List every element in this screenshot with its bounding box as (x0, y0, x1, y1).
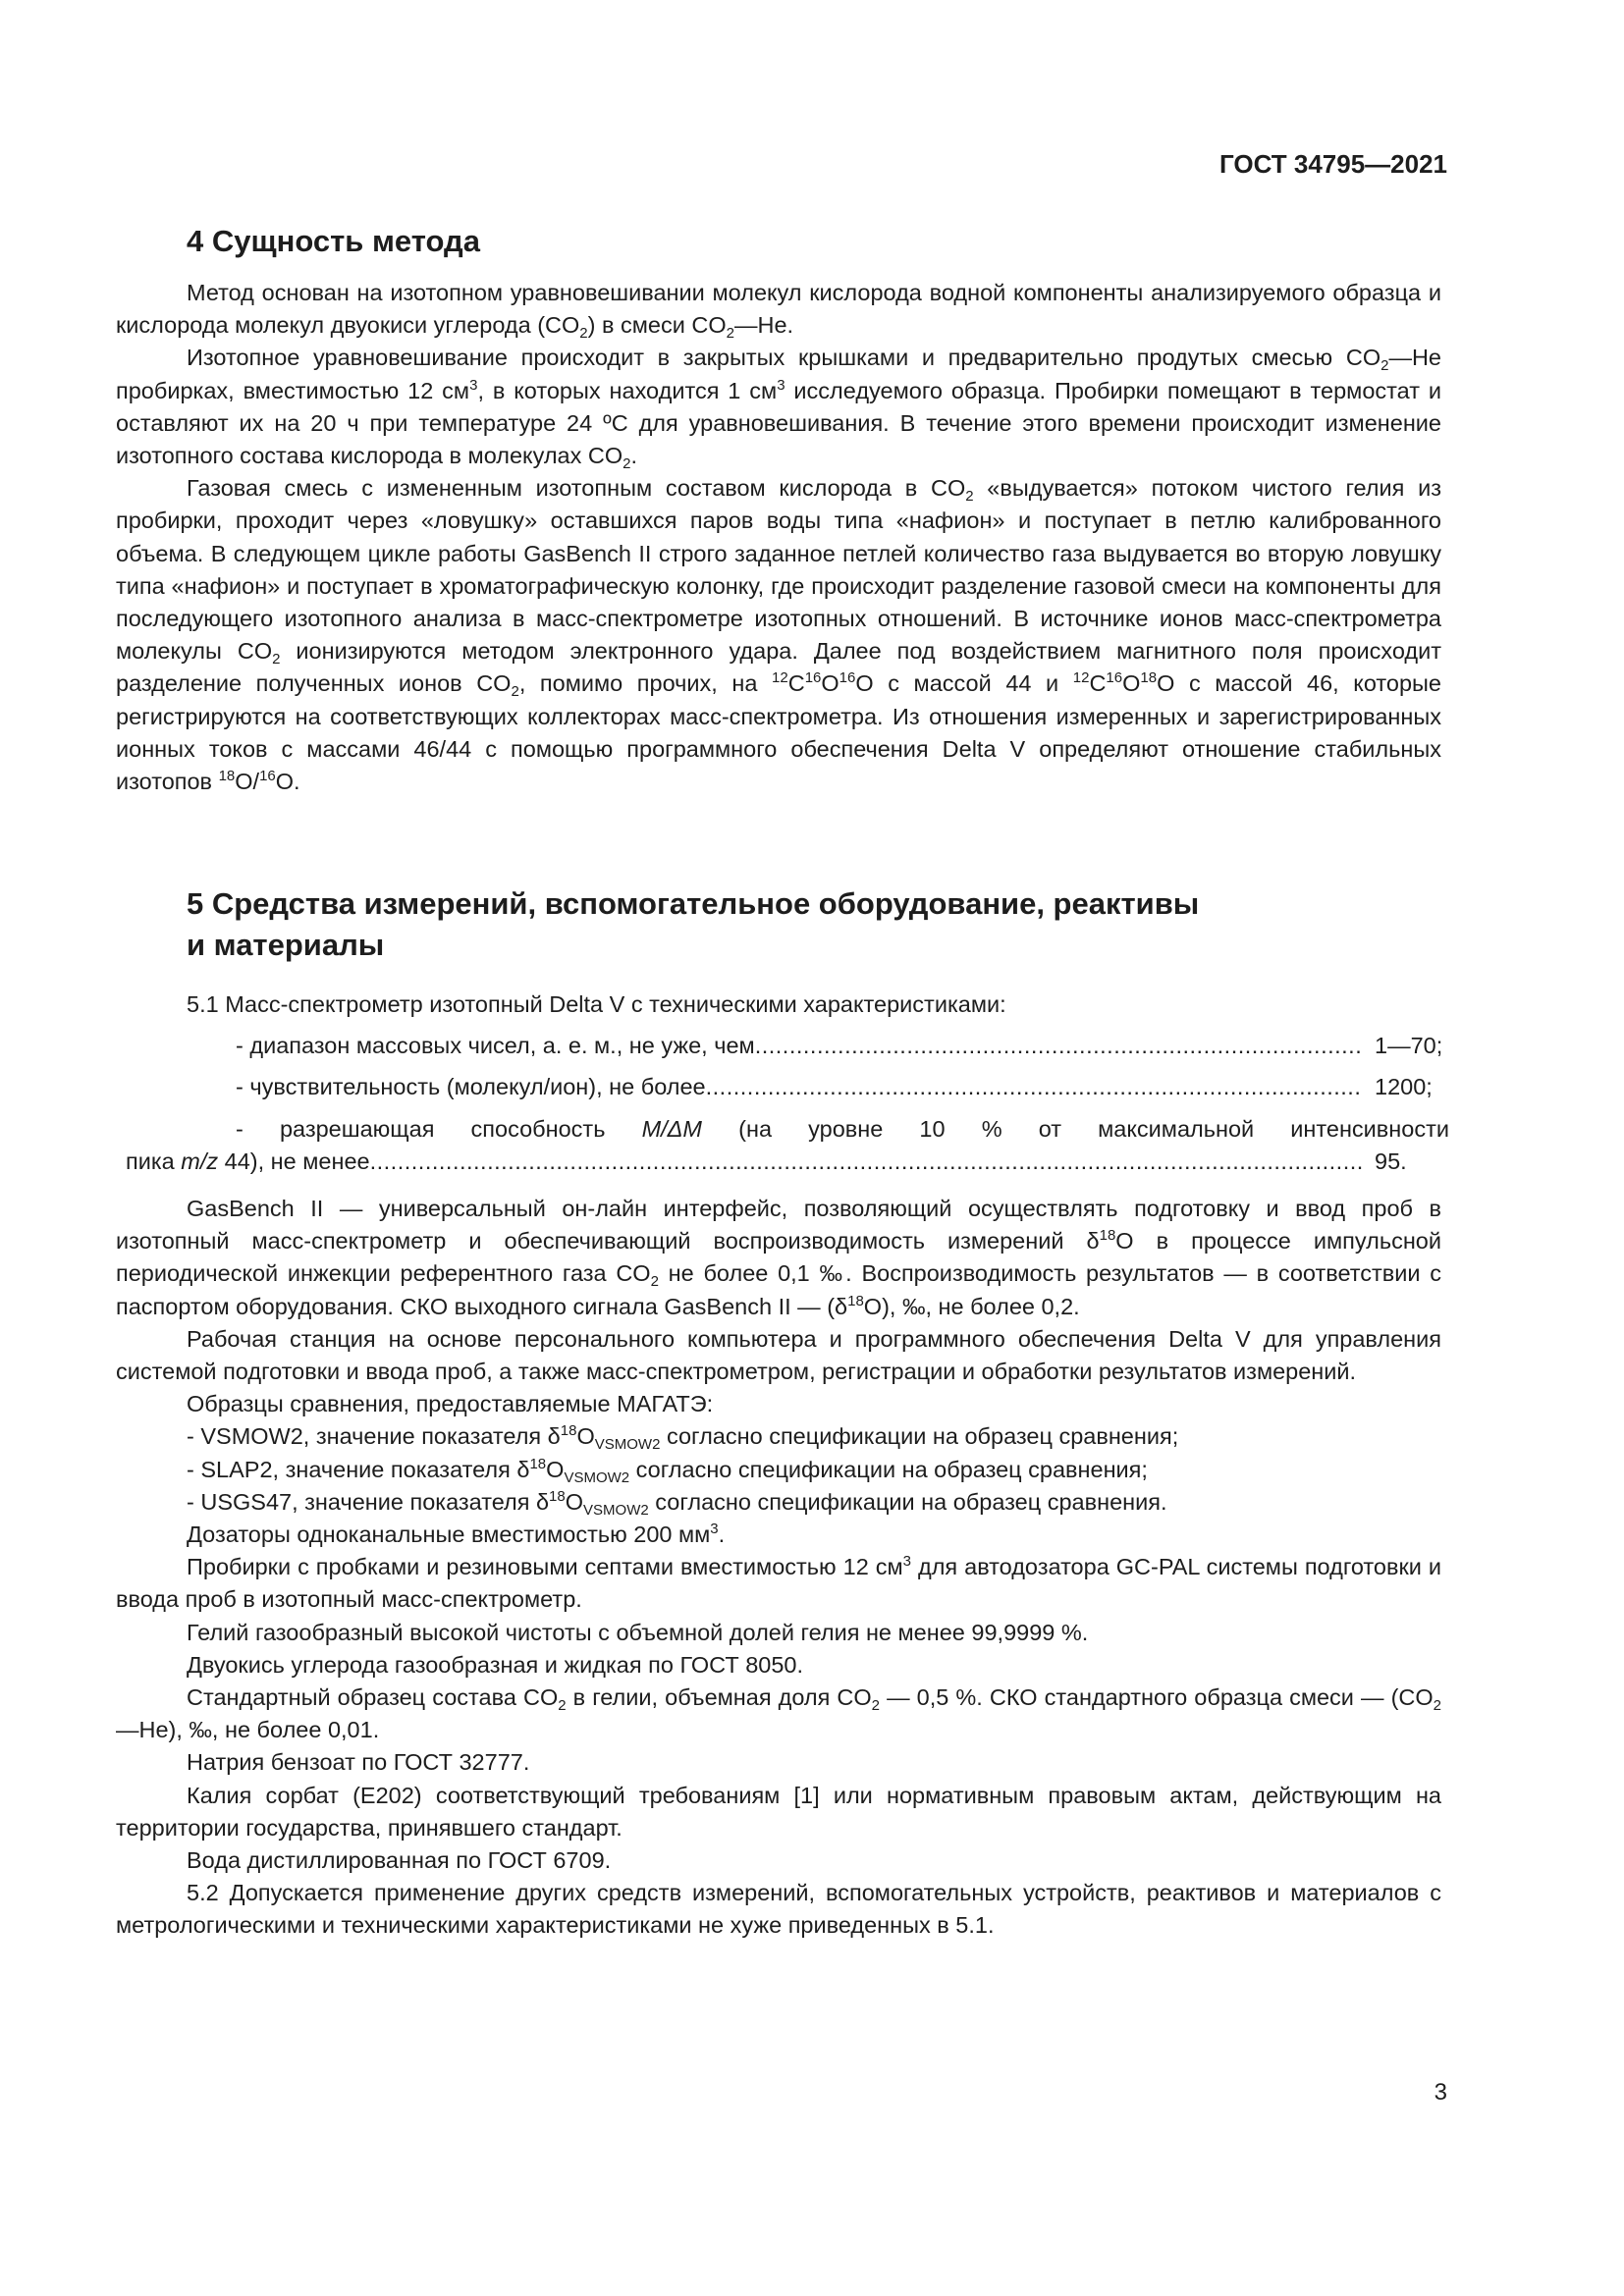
paragraph-method-basis: Метод основан на изотопном уравновешивании молекул кислорода водной компоненты анализируемого образца и кислорода молекул двуокиси углерода $(CO_2)$ в смеси $CO_2—He$. (116, 280, 1441, 343)
reference-slap2: - SLAP2, значение показателя $\delta^{18}O_{VSMOW2}$ согласно спецификации на образец сравнения; (187, 1455, 1148, 1486)
page-number: 3 (1434, 2079, 1447, 2106)
section-5-body (116, 1193, 1441, 1943)
paragraph-benzoate: Натрия бензоат по ГОСТ 32777. (187, 1749, 530, 1776)
item-5-1: 5.1 Масс-спектрометр изотопный Delta V с техническими характеристиками: (187, 991, 1006, 1017)
paragraph-water: Вода дистиллированная по ГОСТ 6709. (187, 1847, 612, 1874)
spec-mass-range: - диапазон массовых чисел, а. е. м., не уже, чем ..... 1—70; (236, 1030, 1461, 1062)
section-5-title-line2: и материалы (187, 928, 385, 962)
section-4-title: 4 Сущность метода (187, 224, 480, 258)
item-5-2: 5.2 Допускается применение других средств измерений, вспомогательных устройств, реактивов и материалов с метрологическими и техническими характеристиками не хуже приведенных в 5.1. (116, 1880, 1441, 1939)
paragraph-standard-sample: Стандартный образец состава $CO_2$ в гелии, объемная доля $CO_2$ — 0,5 %. СКО стандартного образца смеси — $(CO_2—He)$, ‰, не более 0,01. (116, 1684, 1442, 1743)
paragraph-workstation: Рабочая станция на основе персонального компьютера и программного обеспечения Delta V для управления системой подготовки и ввода проб, а также масс-спектрометром, регистрации и обработки результатов измерений. (116, 1325, 1441, 1385)
paragraph-helium: Гелий газообразный высокой чистоты с объемной долей гелия не менее 99,9999 %. (187, 1619, 1089, 1645)
paragraph-sorbate: Калия сорбат (Е202) соответствующий требованиям [1] или нормативным правовым актам, действующим на территории государства, принявшего стандарт. (116, 1782, 1441, 1841)
spec-resolution: - разрешающая способность M/ΔM (на уровне 10 % от максимальной интенсивности пика m/z 44), не менее ..... 95. (116, 1113, 1441, 1178)
section-4-body (116, 277, 1441, 798)
section-5-specs (116, 988, 1449, 1178)
reference-usgs47: - USGS47, значение показателя $\delta^{18}O_{VSMOW2}$ согласно спецификации на образец сравнения. (187, 1487, 1167, 1519)
section-5-title (187, 883, 1199, 966)
spec-sensitivity: - чувствительность (молекул/ион), не более ..... 1200; (236, 1071, 1461, 1103)
paragraph-gas-mixture: Газовая смесь с измененным изотопным составом кислорода в $CO_2$ «выдувается» потоком чистого гелия из пробирки, проходит через «ловушку» оставшихся паров воды типа «нафион» и поступает в петлю калиброванного объема. В следующем цикле работы GasBench II строго заданное петлей количество газа выдувается во вторую ловушку типа «нафион» и поступает в хроматографическую колонку, где происходит разделение газовой смеси на компоненты для последующего изотопного анализа в масс-спектрометре изотопных отношений. В источнике ионов масс-спектрометра молекулы $CO_2$ ионизируются методом электронного удара. Далее под воздействием магнитного поля происходит разделение полученных ионов $CO_2$, помимо прочих, на $^{12}C^{16}O^{16}O$ с массой 44 и $^{12}C^{16}O^{18}O$ с массой 46, которые регистрируются на соответствующих коллекторах масс-спектрометра. Из отношения измеренных и зарегистрированных ионных токов с массами 46/44 с помощью программного обеспечения Delta V определяют отношение стабильных изотопов $^{18}$O/$^{16}$O. (116, 475, 1441, 795)
paragraph-co2: Двуокись углерода газообразная и жидкая по ГОСТ 8050. (187, 1651, 804, 1678)
paragraph-equilibration: Изотопное уравновешивание происходит в закрытых крышками и предварительно продутых смесью $CO_2—He$ пробирках, вместимостью 12 $см^3$, в которых находится 1 $см^3$ исследуемого образца. Пробирки помещают в термостат и оставляют их на 20 ч при температуре 24 ºС для уравновешивания. В течение этого времени происходит изменение изотопного состава кислорода в молекулах $CO_2$. (116, 345, 1441, 473)
document-code: ГОСТ 34795—2021 (1219, 149, 1447, 179)
paragraph-dosers: Дозаторы одноканальные вместимостью 200 $мм^3$. (187, 1521, 726, 1548)
paragraph-gasbench: GasBench II — универсальный он-лайн интерфейс, позволяющий осуществлять подготовку и ввод проб в изотопный масс-спектрометр и обеспечивающий воспроизводимость измерений $\delta^{18}O$ в процессе импульсной периодической инжекции референтного газа $CO_2$ не более 0,1 ‰. Воспроизводимость результатов — в соответствии с паспортом оборудования. СКО выходного сигнала GasBench II — $(\delta^{18}O)$, ‰, не более 0,2. (116, 1196, 1441, 1319)
section-5-title-line1: 5 Средства измерений, вспомогательное оборудование, реактивы (187, 886, 1200, 921)
reference-vsmow2: - VSMOW2, значение показателя $\delta^{18}O_{VSMOW2}$ согласно спецификации на образец сравнения; (187, 1422, 1179, 1454)
paragraph-reference-intro: Образцы сравнения, предоставляемые МАГАТЭ: (187, 1391, 714, 1417)
paragraph-tubes: Пробирки с пробками и резиновыми септами вместимостью 12 $см^3$ для автодозатора GC-PAL системы подготовки и ввода проб в изотопный масс-спектрометр. (116, 1553, 1442, 1613)
